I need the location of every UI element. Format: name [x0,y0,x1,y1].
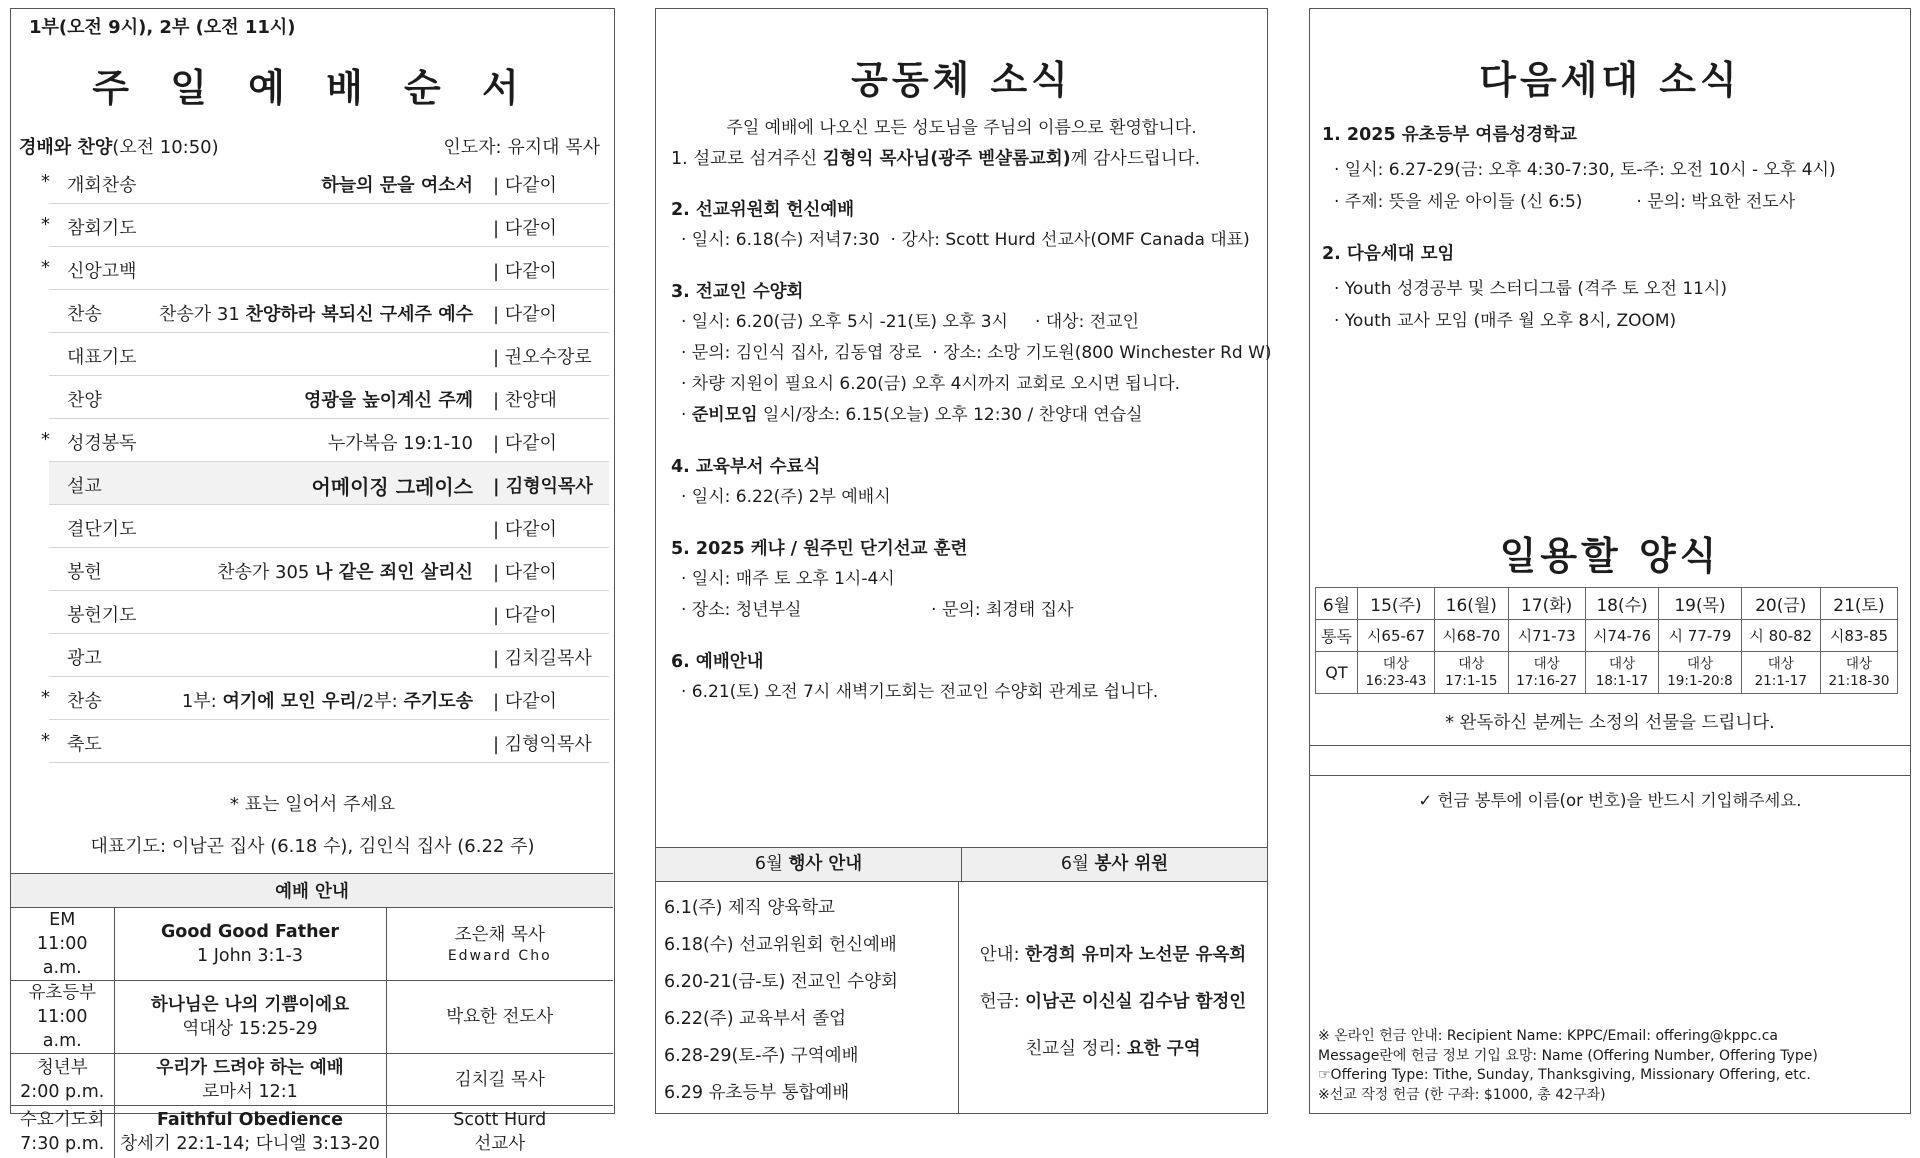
online-info-line: Message란에 헌금 정보 기입 요망: Name (Offering Number, Offering Type) [1318,1047,1818,1064]
reading-day: 20(금) [1741,588,1820,620]
news-heading: 6. 예배안내 [671,652,764,672]
reading-cell: 시83-85 [1820,620,1897,652]
community-news-title: 공동체 소식 [851,58,1072,102]
reading-cell: 시 77-79 [1659,620,1741,652]
next-gen-detail: · 주제: 뜻을 세운 아이들 (신 6:5) · 문의: 박요한 전도사 [1334,192,1796,212]
reading-cell: 시65-67 [1357,620,1434,652]
standing-marker: * [41,730,50,751]
order-item-name: 참회기도 [67,218,137,239]
next-gen-list [1322,121,1906,359]
reading-cell: 대상 17:1-15 [1434,652,1508,694]
service-leader [386,1106,613,1158]
service-sermon [114,908,386,981]
service-row [11,1054,613,1106]
reading-cell: 대상 21:1-17 [1741,652,1820,694]
news-heading: 3. 전교인 수양회 [671,282,804,302]
reading-day: 18(수) [1585,588,1659,620]
order-item-person: | 다같이 [493,433,557,454]
reading-cell: 대상 19:1-20:8 [1659,652,1741,694]
order-item-person: | 다같이 [493,605,557,626]
volunteer-item: 친교실 정리: 요한 구역 [1025,1039,1201,1059]
order-row [19,462,609,505]
next-gen-item [1322,240,1906,337]
worship-label: 경배와 찬양 [19,137,113,158]
order-item-content: 어메이징 그레이스 [311,475,473,499]
news-detail: · 일시: 6.20(금) 오후 5시 -21(토) 오후 3시 · 대상: 전교인 [681,312,1140,332]
order-item-name: 찬송 [67,304,102,325]
reading-cell: 대상 21:18-30 [1820,652,1897,694]
reading-day: 15(주) [1357,588,1434,620]
order-item-name: 개회찬송 [67,175,137,196]
service-leader [386,1054,613,1106]
order-item-person: | 찬양대 [493,390,557,411]
event-item: 6.22(주) 교육부서 졸업 [664,1009,847,1029]
sermon-title: Good Good Father [160,922,340,942]
service-sermon [114,1106,386,1158]
order-row [19,161,609,204]
leader-name: Scott Hurd [453,1109,547,1130]
news-detail: · 일시: 6.22(주) 2부 예배시 [681,487,891,507]
news-detail: · 차량 지원이 필요시 6.20(금) 오후 4시까지 교회로 오시면 됩니다. [681,374,1181,394]
order-item-person: | 권오수장로 [493,347,592,368]
online-info-line: ☞Offering Type: Tithe, Sunday, Thanksgiving, Missionary Offering, etc. [1318,1067,1811,1083]
june-info-section [656,847,1267,1113]
page-title: 주 일 예 배 순 서 [92,66,533,110]
order-item-content: 누가복음 19:1-10 [327,433,473,454]
leader-name: 조은채 목사 [454,925,545,945]
order-of-worship-panel [10,8,615,1154]
reading-day: 16(월) [1434,588,1508,620]
online-info-line: ※선교 작정 헌금 (한 구좌: $1000, 총 42구좌) [1318,1086,1606,1103]
event-item: 6.28-29(토-주) 구역예배 [664,1046,859,1066]
leader-subtitle: 선교사 [474,1133,526,1154]
service-dept [11,981,114,1054]
news-heading: 5. 2025 케냐 / 원주민 단기선교 훈련 [671,539,968,559]
service-time: 11:00 a.m. [37,1007,88,1051]
reading-day: 21(토) [1820,588,1897,620]
service-leader [386,981,613,1054]
order-list [19,161,609,763]
order-item-person: | 다같이 [493,562,557,583]
order-row [19,591,609,634]
news-detail: · 준비모임 일시/장소: 6.15(오늘) 오후 12:30 / 찬양대 연습실 [681,405,1143,425]
standing-marker: * [41,687,50,708]
service-sermon [114,1054,386,1106]
online-offering-info [1318,1027,1818,1105]
sermon-passage: 로마서 12:1 [202,1081,298,1102]
event-item: 6.1(주) 제직 양육학교 [664,898,835,918]
community-news-panel [655,8,1272,1114]
order-item-name: 봉헌기도 [67,605,137,626]
reading-cell: 시74-76 [1585,620,1659,652]
order-item-person: | 김치길목사 [493,648,592,669]
news-detail: · 6.21(토) 오전 7시 새벽기도회는 전교인 수양회 관계로 쉽니다. [681,682,1159,702]
service-times: 1부(오전 9시), 2부 (오전 11시) [29,17,296,38]
worship-time: (오전 10:50) [112,137,219,158]
reading-type: QT [1316,652,1358,694]
news-detail: · 일시: 6.18(수) 저녁7:30 · 강사: Scott Hurd 선교사(OMF Canada 대표) [681,230,1250,250]
news-item [671,453,1259,513]
worship-header [19,133,600,159]
sermon-passage: 창세기 22:1-14; 다니엘 3:13-20 [120,1133,380,1154]
service-dept [11,1054,114,1106]
standing-marker: * [41,171,50,192]
reading-header-row [1316,588,1898,620]
events-header: 6월 행사 안내 [656,848,962,881]
service-row [11,981,613,1054]
news-item [671,278,1272,431]
order-row [19,720,609,763]
next-generation-panel [1309,8,1911,1114]
reading-day: 6월 [1316,588,1358,620]
reading-cell: 시71-73 [1508,620,1585,652]
reading-row [1316,652,1898,694]
welcome-text: 주일 예배에 나오신 모든 성도님을 주님의 이름으로 환영합니다. [726,118,1197,138]
order-item-person: | 다같이 [493,175,557,196]
order-row [19,333,609,376]
event-item: 6.20-21(금-토) 전교인 수양회 [664,972,898,992]
order-row [19,419,609,462]
order-item-person: | 다같이 [493,691,557,712]
reading-row [1316,620,1898,652]
leader-name: 김치길 목사 [454,1069,545,1090]
next-gen-heading: 2. 다음세대 모임 [1322,244,1455,264]
news-heading: 4. 교육부서 수료식 [671,457,821,477]
next-gen-detail: · Youth 교사 모임 (매주 월 오후 8시, ZOOM) [1334,311,1677,331]
service-time: 11:00 a.m. [37,934,88,978]
reading-cell: 시 80-82 [1741,620,1820,652]
order-row [19,204,609,247]
news-item [671,648,1259,708]
volunteers-list [959,882,1267,1114]
reading-cell: 시68-70 [1434,620,1508,652]
next-gen-detail: · 일시: 6.27-29(금: 오후 4:30-7:30, 토-주: 오전 10시 - 오후 4시) [1334,160,1836,180]
order-row [19,548,609,591]
news-detail: · 문의: 김인식 집사, 김동엽 장로 · 장소: 소망 기도원(800 Winchester Rd W) [681,343,1272,363]
news-item [671,145,1259,174]
service-row [11,1106,613,1158]
volunteer-item: 안내: 한경희 유미자 노선문 유옥희 [979,945,1247,965]
order-row [19,677,609,720]
reading-cell: 대상 16:23-43 [1357,652,1434,694]
worship-leader: 인도자: 유지대 목사 [443,137,600,158]
order-item-person: | 다같이 [493,218,557,239]
order-row [19,290,609,333]
service-time: 2:00 p.m. [20,1081,105,1102]
reading-plan-table [1315,587,1898,694]
order-item-name: 성경봉독 [67,433,137,454]
order-item-name: 광고 [67,648,102,669]
news-heading: 2. 선교위원회 헌신예배 [671,200,855,220]
order-item-name: 설교 [67,476,102,497]
standing-marker: * [41,257,50,278]
dept-name: 청년부 [36,1057,88,1078]
order-item-name: 찬송 [67,691,102,712]
order-item-content: 찬송가 31 찬양하라 복되신 구세주 예수 [159,304,473,325]
standing-marker: * [41,214,50,235]
order-item-name: 대표기도 [67,347,137,368]
order-row [19,505,609,548]
sermon-title: 하나님은 나의 기쁨이에요 [150,995,350,1015]
event-item: 6.18(수) 선교위원회 헌신예배 [664,935,897,955]
service-dept [11,1106,114,1158]
standing-note: * 표는 일어서 주세요 [229,794,396,815]
order-item-person: | 김형익목사 [493,476,593,497]
reading-day: 17(화) [1508,588,1585,620]
service-row [11,908,613,981]
order-item-name: 봉헌 [67,562,102,583]
order-item-name: 찬양 [67,390,102,411]
offering-envelope-note: ✓ 헌금 봉투에 이름(or 번호)을 반드시 기입해주세요. [1418,791,1802,810]
next-gen-item [1322,121,1906,218]
order-item-person: | 다같이 [493,261,557,282]
order-item-person: | 다같이 [493,304,557,325]
order-item-name: 축도 [67,734,102,755]
event-item: 6.29 유초등부 통합예배 [664,1083,850,1103]
dept-name: EM [49,910,76,930]
next-gen-title: 다음세대 소식 [1479,58,1741,102]
order-row [19,634,609,677]
news-item [671,535,1259,626]
leader-subtitle: Edward Cho [447,948,552,964]
service-guide-header: 예배 안내 [11,874,613,908]
order-item-person: | 김형익목사 [493,734,592,755]
order-row [19,247,609,290]
service-time: 7:30 p.m. [20,1133,105,1154]
order-row [19,376,609,419]
reading-day: 19(목) [1659,588,1741,620]
reading-type: 통독 [1316,620,1358,652]
order-item-content: 찬송가 305 나 같은 죄인 살리신 [217,562,473,583]
online-info-line: ※ 온라인 헌금 안내: Recipient Name: KPPC/Email: offering@kppc.ca [1318,1028,1778,1044]
daily-bread-title: 일용할 양식 [1499,534,1721,578]
order-item-name: 결단기도 [67,519,137,540]
order-item-content: 영광을 높이계신 주께 [303,390,473,411]
standing-marker: * [41,429,50,450]
order-item-name: 신앙고백 [67,261,137,282]
order-item-content: 1부: 여기에 모인 우리/2부: 주기도송 [181,691,473,712]
news-detail: · 일시: 매주 토 오후 1시-4시 [681,569,895,589]
sermon-passage: 역대상 15:25-29 [182,1019,318,1039]
news-list [671,145,1272,730]
reading-cell: 대상 17:16-27 [1508,652,1585,694]
service-leader [386,908,613,981]
sermon-title: 우리가 드려야 하는 예배 [156,1057,344,1078]
service-dept [11,908,114,981]
volunteers-header: 6월 봉사 위원 [1060,854,1169,874]
sermon-title: Faithful Obedience [156,1109,344,1130]
volunteer-item: 헌금: 이남곤 이신실 김수남 함정인 [979,992,1247,1012]
rep-prayer-note: 대표기도: 이남곤 집사 (6.18 수), 김인식 집사 (6.22 주) [90,836,535,857]
dept-name: 유초등부 [28,983,97,1003]
reading-reward-note: * 완독하신 분께는 소정의 선물을 드립니다. [1445,713,1775,733]
order-item-content: 하늘의 문을 여소서 [321,175,473,196]
sermon-passage: 1 John 3:1-3 [197,946,303,966]
news-heading: 1. 설교로 섬겨주신 김형익 목사님(광주 벧샬롬교회)께 감사드립니다. [671,149,1201,169]
news-item [671,196,1259,256]
news-detail: · 장소: 청년부실 · 문의: 최경태 집사 [681,600,1074,620]
events-list [656,882,959,1114]
next-gen-heading: 1. 2025 유초등부 여름성경학교 [1322,125,1577,145]
dept-name: 수요기도회 [19,1109,105,1130]
service-guide-table [11,873,613,1158]
order-item-person: | 다같이 [493,519,557,540]
service-sermon [114,981,386,1054]
next-gen-detail: · Youth 성경공부 및 스터디그룹 (격주 토 오전 11시) [1334,279,1728,299]
reading-cell: 대상 18:1-17 [1585,652,1659,694]
leader-name: 박요한 전도사 [446,1007,554,1027]
